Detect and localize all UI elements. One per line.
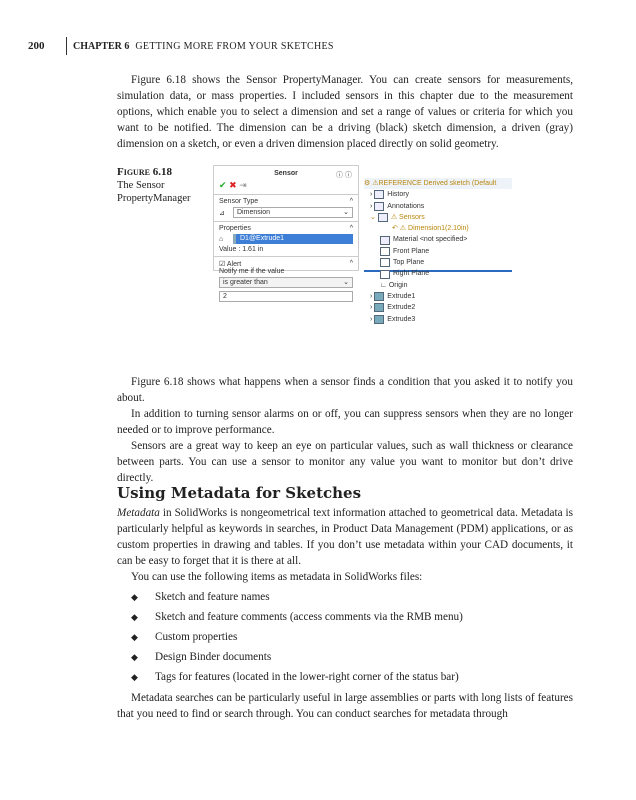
paragraph: Figure 6.18 shows the Sensor PropertyManager. You can create sensors for measurements, simulation data, or mass properties. I included sensors in this chapter due to the measurement options, which enable you to select a dimension and set a range of values or criteria for which you want to be notified. The dimension can be a driving (black) sketch dimension, a driven (gray) dimension on a sketch, or even a driven dimension placed directly on solid geometry. (117, 74, 573, 150)
list-item: ◆ Sketch and feature comments (access comments via the RMB menu) (131, 611, 463, 623)
sensor-property-manager (213, 165, 359, 300)
divider (66, 37, 67, 55)
tree-item[interactable]: › History (370, 191, 410, 199)
alert-checkbox[interactable]: ☑ Alert (219, 261, 242, 268)
pin-icon[interactable]: ⇥ (239, 180, 247, 190)
condition-select[interactable]: is greater than ⌄ (219, 277, 353, 288)
section-heading: Using Metadata for Sketches (117, 484, 362, 502)
pm-title: Sensor ⓘ ⓘ (274, 170, 352, 179)
feature-tree (364, 178, 512, 323)
tree-item[interactable]: ∟ Origin (380, 281, 408, 289)
list-item: ◆ Design Binder documents (131, 651, 272, 663)
ok-icon[interactable]: ✔ (219, 180, 227, 190)
cancel-icon[interactable]: ✖ (229, 180, 237, 190)
tree-item[interactable]: › Extrude3 (370, 315, 416, 323)
body-text: Figure 6.18 shows what happens when a sensor finds a condition that you asked it to notify you about. In addition to turning sensor alarms on or off, you can suppress sensors when they are no longer needed or to improve performance. Sensors are a great way to keep an eye on particular values, such as wall thickness or clearance between parts. You can use a sensor to monitor any value you want to monitor but don’t drive directly. (117, 376, 573, 484)
running-header (28, 37, 334, 55)
figure-caption: Figure 6.18 The Sensor PropertyManager (117, 166, 191, 204)
tree-item[interactable]: › Extrude2 (370, 304, 416, 312)
threshold-input[interactable]: 2 (219, 291, 353, 302)
list-item: ◆ Sketch and feature names (131, 591, 270, 603)
selection-icon: ⌂ (219, 235, 224, 243)
tree-item[interactable]: Right Plane (364, 268, 512, 279)
body-text: Metadata in SolidWorks is nongeometrical text information attached to geometrical data. Metadata is particularly helpful as keywords in searches, in Product Data Management (PDM) applications, or as custom properties in drawing and tables. If you don’t use metadata within your CAD documents, it can be easy to forget that it is there at all. You can use the following items as metadata in SolidWorks files: ◆ Sketch and feature names ◆ Sketch and feature comments (access comments via the RMB menu) ◆ Custom properties ◆ Design Binder documents ◆ Tags for features (located in the lower-right corner of the status bar) Metadata searches can be particularly useful in large assemblies or parts with long lists of features that you need to find or search through. You can conduct searches for metadata through (117, 507, 573, 720)
tree-item[interactable]: Material <not specified> (364, 234, 512, 245)
dimension-icon: ⊿ (219, 209, 225, 217)
collapse-icon[interactable]: ^ (349, 260, 353, 267)
sensor-type-select[interactable]: Dimension ⌄ (233, 207, 353, 218)
list-item: ◆ Custom properties (131, 631, 238, 643)
tree-item[interactable]: › Annotations (370, 202, 425, 210)
tree-item[interactable]: ↶ ⚠ Dimension1(2.10in) (392, 225, 469, 233)
properties-section: Properties ^ ⌂ D1@Extrude1 Value : 1.61 in (214, 221, 358, 256)
tree-root[interactable]: ⚙ ⚠ REFERENCE Derived sketch (Default (364, 178, 512, 189)
tree-item[interactable]: › Extrude1 (370, 292, 416, 300)
tree-item[interactable]: Front Plane (364, 246, 512, 257)
tree-item[interactable]: Top Plane (364, 257, 512, 268)
chapter-title: GETTING MORE FROM YOUR SKETCHES (135, 40, 334, 52)
value-readout: Value : 1.61 in (219, 246, 264, 253)
collapse-icon[interactable]: ^ (349, 225, 353, 232)
alert-section: ☑ Alert ^ Notify me if the value is greater than ⌄ 2 (214, 256, 358, 305)
sensor-type-section: Sensor Type ^ ⊿ Dimension ⌄ (214, 194, 358, 221)
page-number: 200 (28, 40, 45, 52)
list-item: ◆ Tags for features (located in the lower-right corner of the status bar) (131, 671, 459, 683)
selection-box[interactable]: D1@Extrude1 (233, 234, 353, 244)
bullet-list (131, 589, 573, 685)
collapse-icon[interactable]: ^ (349, 198, 353, 205)
tree-item[interactable]: ⌄ ⚠ Sensors (370, 213, 425, 221)
chapter-label: CHAPTER 6 (73, 40, 130, 52)
help-icon[interactable]: ⓘ ⓘ (336, 172, 352, 179)
